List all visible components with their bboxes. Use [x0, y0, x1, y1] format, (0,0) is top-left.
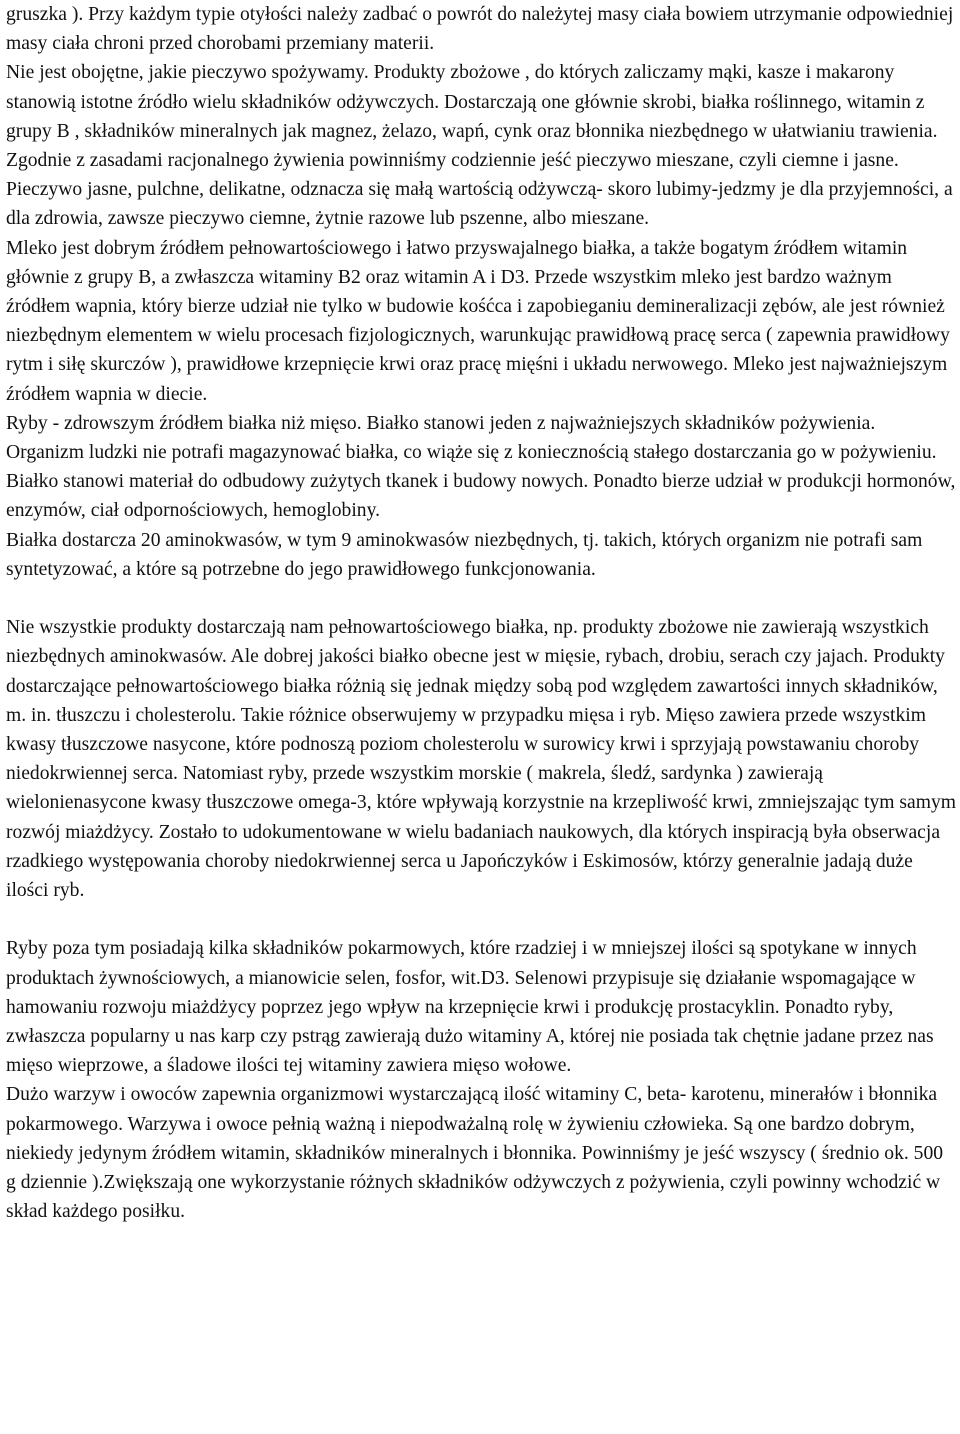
- paragraph-milk: Mleko jest dobrym źródłem pełnowartościowego i łatwo przyswajalnego białka, a także bogatym źródłem witamin głównie z grupy B, a zwłaszcza witaminy B2 oraz witamin A i D3. Przede wszystkim mleko jest bardzo ważnym źródłem wapnia, który bierze udział nie tylko w budowie kośćca i zapobieganiu demineralizacji zębów, ale jest również niezbędnym elementem w wielu procesach fizjologicznych, warunkując prawidłową pracę serca ( zapewnia prawidłowy rytm i siłę skurczów ), prawidłowe krzepnięcie krwi oraz pracę mięśni i układu nerwowego. Mleko jest najważniejszym źródłem wapnia w diecie.: [6, 237, 950, 405]
- paragraph-fish-protein: Ryby - zdrowszym źródłem białka niż mięso. Białko stanowi jeden z najważniejszych składników pożywienia. Organizm ludzki nie potrafi magazynować białka, co wiąże się z koniecznością stałego dostarczania go w pożywieniu. Białko stanowi materiał do odbudowy zużytych tkanek i budowy nowych. Ponadto bierze udział w produkcji hormonów, enzymów, ciał odpornościowych, hemoglobiny.: [6, 412, 956, 522]
- paragraph-obesity: gruszka ). Przy każdym typie otyłości należy zadbać o powrót do należytej masy ciała bowiem utrzymanie odpowiedniej masy ciała chroni przed chorobami przemiany materii.: [6, 4, 954, 55]
- paragraph-bread: Nie jest obojętne, jakie pieczywo spożywamy. Produkty zbożowe , do których zaliczamy mąki, kasze i makarony stanowią istotne źródło wielu składników odżywczych. Dostarczają one głównie skrobi, białka roślinnego, witamin z grupy B , składników mineralnych jak magnez, żelazo, wapń, cynk oraz błonnika niezbędnego w ułatwianiu trawienia. Zgodnie z zasadami racjonalnego żywienia powinniśmy codziennie jeść pieczywo mieszane, czyli ciemne i jasne. Pieczywo jasne, pulchne, delikatne, odznacza się małą wartością odżywczą- skoro lubimy-jedzmy je dla przyjemności, a dla zdrowia, zawsze pieczywo ciemne, żytnie razowe lub pszenne, albo mieszane.: [6, 62, 953, 230]
- paragraph-spacer: [6, 584, 956, 613]
- paragraph-spacer: [6, 905, 956, 934]
- paragraph-amino-acids: Białka dostarcza 20 aminokwasów, w tym 9 aminokwasów niezbędnych, tj. takich, których organizm nie potrafi sam syntetyzować, a które są potrzebne do jego prawidłowego funkcjonowania.: [6, 529, 923, 580]
- paragraph-vegetables-fruits: Dużo warzyw i owoców zapewnia organizmowi wystarczającą ilość witaminy C, beta- karotenu, minerałów i błonnika pokarmowego. Warzywa i owoce pełnią ważną i niepodważalną rolę w żywieniu człowieka. Są one bardzo dobrym, niekiedy jedynym źródłem witamin, składników mineralnych i błonnika. Powinniśmy je jeść wszyscy ( średnio ok. 500 g dziennie ).Zwiększają one wykorzystanie różnych składników odżywczych z pożywienia, czyli powinny wchodzić w skład każdego posiłku.: [6, 1084, 944, 1223]
- paragraph-complete-protein: Nie wszystkie produkty dostarczają nam pełnowartościowego białka, np. produkty zbożowe nie zawierają wszystkich niezbędnych aminokwasów. Ale dobrej jakości białko obecne jest w mięsie, rybach, drobiu, serach czy jajach. Produkty dostarczające pełnowartościowego białka różnią się jednak między sobą pod względem zawartości innych składników, m. in. tłuszczu i cholesterolu. Takie różnice obserwujemy w przypadku mięsa i ryb. Mięso zawiera przede wszystkim kwasy tłuszczowe nasycone, które podnoszą poziom cholesterolu w surowicy krwi i sprzyjają powstawaniu choroby niedokrwiennej serca. Natomiast ryby, przede wszystkim morskie ( makrela, śledź, sardynka ) zawierają wielonienasycone kwasy tłuszczowe omega-3, które wpływają korzystnie na krzepliwość krwi, zmniejszając tym samym rozwój miażdżycy. Zostało to udokumentowane w wielu badaniach naukowych, dla których inspiracją była obserwacja rzadkiego występowania choroby niedokrwiennej serca u Japończyków i Eskimosów, którzy generalnie jadają duże ilości ryb.: [6, 617, 956, 902]
- paragraph-fish-nutrients: Ryby poza tym posiadają kilka składników pokarmowych, które rzadziej i w mniejszej ilości są spotykane w innych produktach żywnościowych, a mianowicie selen, fosfor, wit.D3. Selenowi przypisuje się działanie wspomagające w hamowaniu rozwoju miażdżycy poprzez jego wpływ na krzepnięcie krwi i produkcję prostacyklin. Ponadto ryby, zwłaszcza popularny u nas karp czy pstrąg zawierają dużo witaminy A, której nie posiada tak chętnie jadane przez nas mięso wieprzowe, a śladowe ilości tej witaminy zawiera mięso wołowe.: [6, 938, 934, 1077]
